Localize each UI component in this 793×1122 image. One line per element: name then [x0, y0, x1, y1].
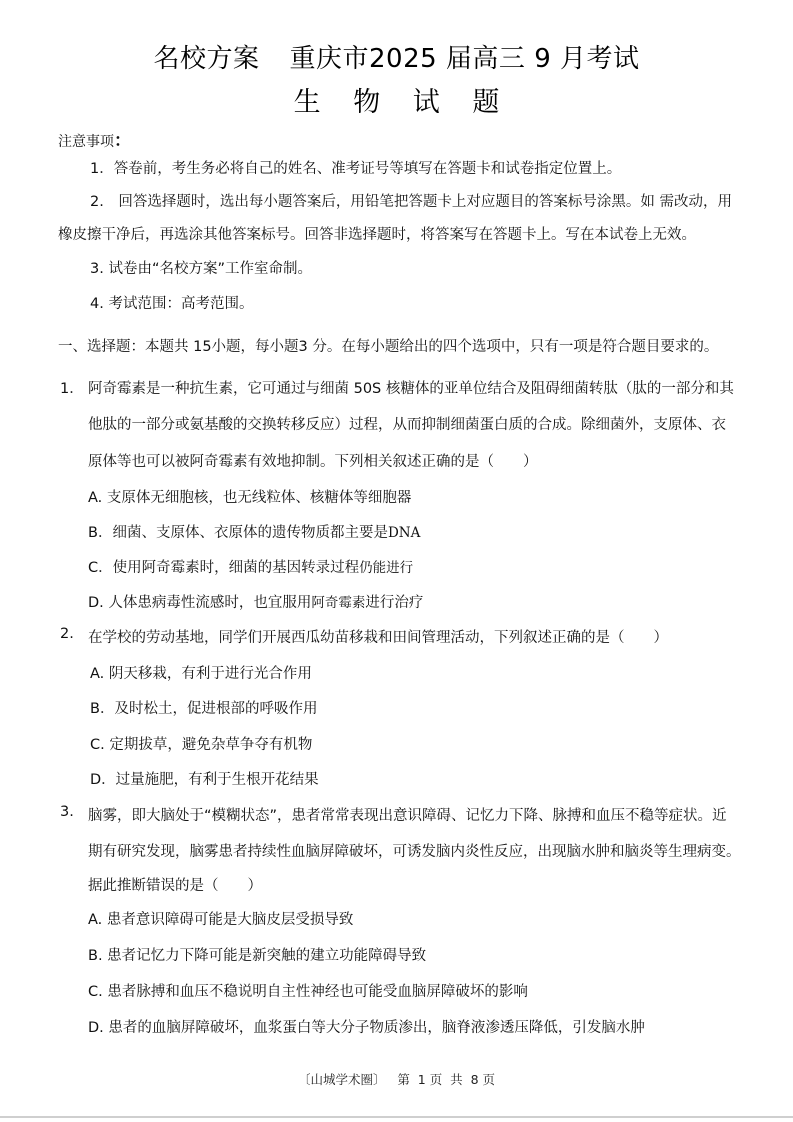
- question-3-stem-line-3: 据此推断错误的是（ ）: [88, 878, 262, 894]
- option-d-drug: 阿奇霉素: [311, 595, 366, 611]
- option-c-text: C．使用阿奇霉素时，细菌的基因转录过程: [88, 560, 360, 576]
- question-2-number: 2.: [60, 626, 74, 642]
- option-b-text: B．细菌、支原体、衣原体的遗传物质都主要是: [88, 525, 388, 541]
- school-name: 名校方案: [153, 44, 260, 74]
- question-2-option-d: D．过量施肥，有利于生根开花结果: [90, 772, 319, 788]
- question-2-stem: 在学校的劳动基地，同学们开展西瓜幼苗移栽和田间管理活动，下列叙述正确的是（ ）: [88, 630, 668, 646]
- question-3-option-b: B. 患者记忆力下降可能是新突触的建立功能障碍导致: [88, 948, 427, 964]
- notice-item-1: 1．答卷前，考生务必将自己的姓名、准考证号等填写在答题卡和试卷指定位置上。: [90, 161, 622, 177]
- question-3-option-d: D. 患者的血脑屏障破坏，血浆蛋白等大分子物质渗出，脑脊液渗透压降低，引发脑水肿: [88, 1020, 645, 1036]
- question-2-option-a: A. 阴天移栽，有利于进行光合作用: [90, 666, 312, 682]
- question-2-option-c: C. 定期拔草，避免杂草争夺有机物: [90, 737, 313, 753]
- page-bottom-divider: [0, 1116, 793, 1118]
- question-3-stem-line-2: 期有研究发现，脑雾患者持续性血脑屏障破坏，可诱发脑内炎性反应，出现脑水肿和脑炎等生理病变。: [88, 844, 741, 860]
- option-d-text: D. 人体患病毒性流感时，也宜服用: [88, 595, 312, 611]
- question-1-stem-line-2: 他肽的一部分或氨基酸的交换转移反应）过程，从而抑制细菌蛋白质的合成。除细菌外，支原体、衣: [88, 417, 726, 433]
- question-1-stem-line-3: 原体等也可以被阿奇霉素有效地抑制。下列相关叙述正确的是（ ）: [88, 454, 538, 470]
- question-2-option-b: B．及时松土，促进根部的呼吸作用: [90, 701, 318, 717]
- section-title: 一、选择题：本题共 15小题，每小题3 分。在每小题给出的四个选项中，只有一项是符合题目要求的。: [58, 339, 719, 355]
- notice-heading: [58, 126, 131, 151]
- question-1-number: 1．: [60, 381, 84, 397]
- question-3-option-a: A. 患者意识障碍可能是大脑皮层受损导致: [88, 912, 354, 928]
- notice-item-3: 3. 试卷由“名校方案”工作室命制。: [90, 261, 312, 277]
- notice-item-2-line-2: 橡皮擦干净后，再选涂其他答案标号。回答非选择题时，将答案写在答题卡上。写在本试卷上无效。: [58, 227, 696, 243]
- option-d-suffix: 进行治疗: [365, 595, 424, 611]
- notice-item-2-line-1: 2. 回答选择题时，选出每小题答案后，用铅笔把答题卡上对应题目的答案标号涂黑。如 需改动，用: [90, 194, 732, 210]
- question-3-number: 3.: [60, 804, 74, 820]
- subject-title: 生 物 试 题: [293, 87, 512, 118]
- question-1-option-a: A. 支原体无细胞核，也无线粒体、核糖体等细胞器: [88, 490, 412, 506]
- option-c-suffix: 仍能进行: [359, 560, 414, 576]
- page-footer: 〔山城学术圈〕 第 1 页 共 8 页: [297, 1072, 496, 1087]
- question-3-stem-line-1: 脑雾，即大脑处于“模糊状态”，患者常常表现出意识障碍、记忆力下降、脉搏和血压不稳等症状。近: [88, 808, 727, 824]
- question-1-option-c: [88, 556, 413, 577]
- question-1-stem-line-1: 阿奇霉素是一种抗生素，它可通过与细菌 50S 核糖体的亚单位结合及阻碍细菌转肽（肽的一部分和其: [88, 381, 734, 397]
- notice-label: 注意事项: [58, 134, 114, 150]
- question-1-option-b: [88, 521, 420, 542]
- notice-colon: ：: [114, 131, 131, 151]
- question-1-option-d: [88, 591, 423, 612]
- notice-item-4: 4. 考试范围：高考范围。: [90, 296, 254, 312]
- exam-name: 重庆市2025 届高三 9 月考试: [289, 44, 640, 74]
- option-b-dna: DNA: [387, 525, 421, 541]
- question-3-option-c: C. 患者脉搏和血压不稳说明自主性神经也可能受血脑屏障破坏的影响: [88, 984, 528, 1000]
- exam-title: [0, 38, 793, 75]
